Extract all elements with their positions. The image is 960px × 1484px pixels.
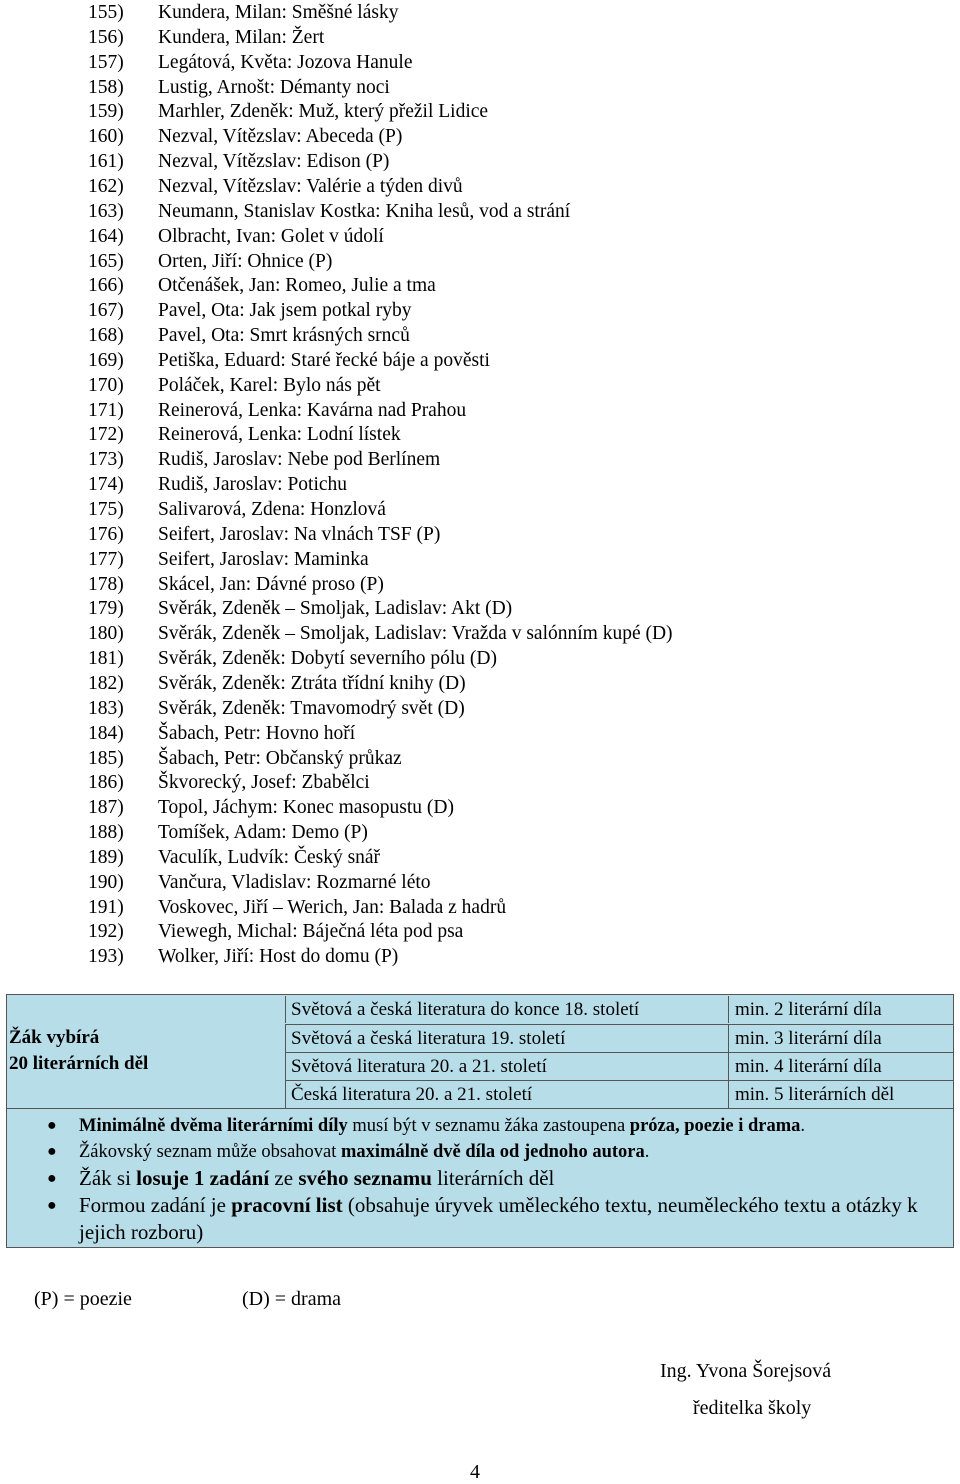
item-title: Svěrák, Zdeněk: Tmavomodrý svět (D) [158,697,465,719]
item-title: Šabach, Petr: Občanský průkaz [158,747,402,769]
item-number: 188) [88,822,124,844]
rule-text: musí být v seznamu žáka zastoupena [347,1116,630,1136]
item-number: 177) [88,548,124,570]
item-title: Svěrák, Zdeněk: Dobytí severního pólu (D) [158,648,498,670]
item-number: 171) [88,399,124,421]
item-title: Olbracht, Ivan: Golet v údolí [158,225,384,247]
item-number: 183) [88,697,124,719]
item-number: 170) [88,374,124,396]
item-title: Marhler, Zdeněk: Muž, který přežil Lidice [158,101,489,123]
item-title: Orten, Jiří: Ohnice (P) [158,250,333,272]
item-number: 182) [88,672,124,694]
item-number: 157) [88,51,124,73]
rule-bold: losuje 1 zadání [136,1166,270,1190]
item-number: 163) [88,200,124,222]
item-number: 155) [88,2,124,23]
item-title: Nezval, Vítězslav: Abeceda (P) [158,126,403,148]
item-title: Skácel, Jan: Dávné proso (P) [158,573,384,595]
item-title: Rudiš, Jaroslav: Potichu [158,474,348,496]
item-number: 189) [88,846,124,868]
item-title: Voskovec, Jiří – Werich, Jan: Balada z hadrů [158,896,507,918]
item-number: 184) [88,722,124,744]
rule-text: ze [269,1166,299,1190]
item-number: 176) [88,523,124,545]
rule-text: Formou zadání je [79,1193,232,1217]
item-number: 158) [88,76,124,98]
rule-text: . [644,1142,650,1162]
item-number: 161) [88,151,124,173]
rule-text: Žák si [79,1166,137,1190]
item-number: 186) [88,772,124,794]
selection-label [9,1025,148,1077]
rule-bold: maximálně dvě díla od jednoho autora [341,1142,645,1162]
item-title: Pavel, Ota: Jak jsem potkal ryby [158,300,412,322]
item-number: 175) [88,499,124,520]
item-title: Nezval, Vítězslav: Edison (P) [158,151,390,173]
rule-text: . [800,1116,805,1136]
item-number: 179) [88,598,124,620]
rule-text: Žákovský seznam může obsahovat [79,1142,342,1162]
item-number: 172) [88,424,124,446]
item-title: Pavel, Ota: Smrt krásných srnců [158,325,410,347]
item-number: 190) [88,871,124,893]
period-minimum: min. 2 literární díla [735,999,882,1020]
rule-item [7,1139,953,1165]
item-title: Šabach, Petr: Hovno hoří [158,722,356,744]
item-title: Svěrák, Zdeněk: Ztráta třídní knihy (D) [158,672,466,694]
item-number: 185) [88,747,124,769]
item-number: 169) [88,349,124,371]
item-number: 174) [88,474,124,496]
rule-text: (obsahuje úryvek uměleckého textu, neuměleckého textu a otázky k jejich rozboru) [79,1193,918,1244]
period-name: Světová literatura 20. a 21. století [285,1053,729,1080]
period-minimum: min. 3 literární díla [735,1028,882,1049]
period-minimum: min. 4 literární díla [735,1056,882,1077]
period-name: Světová a česká literatura do konce 18. století [285,996,729,1023]
item-number: 162) [88,175,124,197]
item-number: 181) [88,648,124,670]
item-title: Topol, Jáchym: Konec masopustu (D) [158,797,454,819]
item-title: Reinerová, Lenka: Kavárna nad Prahou [158,399,467,421]
item-title: Nezval, Vítězslav: Valérie a týden divů [158,175,463,197]
item-number: 165) [88,250,124,272]
item-title: Otčenášek, Jan: Romeo, Julie a tma [158,275,436,297]
signature-name: Ing. Yvona Šorejsová [660,1360,832,1382]
item-number: 191) [88,896,124,918]
bullet-icon: ● [47,1197,57,1214]
bullet-icon: ● [47,1143,57,1160]
rule-bold: Minimálně dvěma literárními díly [79,1116,348,1136]
rule-bold: pracovní list [231,1193,343,1217]
item-title: Seifert, Jaroslav: Maminka [158,548,369,570]
item-number: 159) [88,101,124,123]
period-row [285,1024,953,1052]
legend-drama: (D) = drama [242,1288,342,1310]
period-row [285,996,953,1024]
bullet-icon: ● [47,1170,57,1187]
rule-item [7,1165,953,1192]
legend-poetry: (P) = poezie [34,1288,132,1310]
item-number: 167) [88,300,124,322]
item-title: Vaculík, Ludvík: Český snář [158,846,381,868]
item-number: 173) [88,449,124,471]
item-number: 192) [88,921,124,943]
item-number: 193) [88,946,124,968]
period-row [285,1052,953,1080]
item-number: 168) [88,325,124,347]
period-row [285,1080,953,1108]
selection-label-line1: Žák vybírá [9,1027,100,1048]
rule-item [7,1192,953,1246]
rules-list [7,1113,953,1246]
item-title: Rudiš, Jaroslav: Nebe pod Berlínem [158,449,441,471]
item-number: 187) [88,797,124,819]
item-title: Reinerová, Lenka: Lodní lístek [158,424,401,446]
item-title: Legátová, Květa: Jozova Hanule [158,51,413,73]
item-number: 156) [88,26,124,48]
rule-bold: próza, poezie i drama [629,1116,801,1136]
item-number: 164) [88,225,124,247]
item-title: Kundera, Milan: Žert [158,26,325,48]
period-name: Česká literatura 20. a 21. století [285,1081,729,1108]
period-name: Světová a česká literatura 19. století [285,1025,729,1052]
item-title: Seifert, Jaroslav: Na vlnách TSF (P) [158,523,441,545]
rule-text: literárních děl [431,1166,555,1190]
item-number: 180) [88,623,124,645]
item-title: Poláček, Karel: Bylo nás pět [158,374,381,396]
item-title: Neumann, Stanislav Kostka: Kniha lesů, vod a strání [158,200,571,222]
bullet-icon: ● [47,1117,57,1134]
item-title: Salivarová, Zdena: Honzlová [158,499,386,520]
item-title: Petiška, Eduard: Staré řecké báje a pověsti [158,349,490,371]
item-title: Vančura, Vladislav: Rozmarné léto [158,871,431,893]
item-title: Svěrák, Zdeněk – Smoljak, Ladislav: Vražda v salónním kupé (D) [158,623,673,645]
selection-label-line2: 20 literárních děl [9,1053,149,1074]
signature-role: ředitelka školy [693,1397,812,1419]
requirements-box [6,994,954,1248]
rule-bold: svého seznamu [298,1166,432,1190]
item-title: Svěrák, Zdeněk – Smoljak, Ladislav: Akt (D) [158,598,513,620]
item-title: Tomíšek, Adam: Demo (P) [158,822,368,844]
item-number: 178) [88,573,124,595]
item-title: Kundera, Milan: Směšné lásky [158,2,399,23]
table-divider [7,1108,953,1109]
item-title: Wolker, Jiří: Host do domu (P) [158,946,399,968]
page-number: 4 [470,1461,480,1483]
item-number: 166) [88,275,124,297]
requirements-table [7,995,953,1109]
item-title: Lustig, Arnošt: Démanty noci [158,76,390,98]
item-title: Viewegh, Michal: Báječná léta pod psa [158,921,464,943]
rule-item [7,1113,953,1139]
period-minimum: min. 5 literárních děl [735,1084,895,1105]
item-number: 160) [88,126,124,148]
item-title: Škvorecký, Josef: Zbabělci [158,772,370,794]
